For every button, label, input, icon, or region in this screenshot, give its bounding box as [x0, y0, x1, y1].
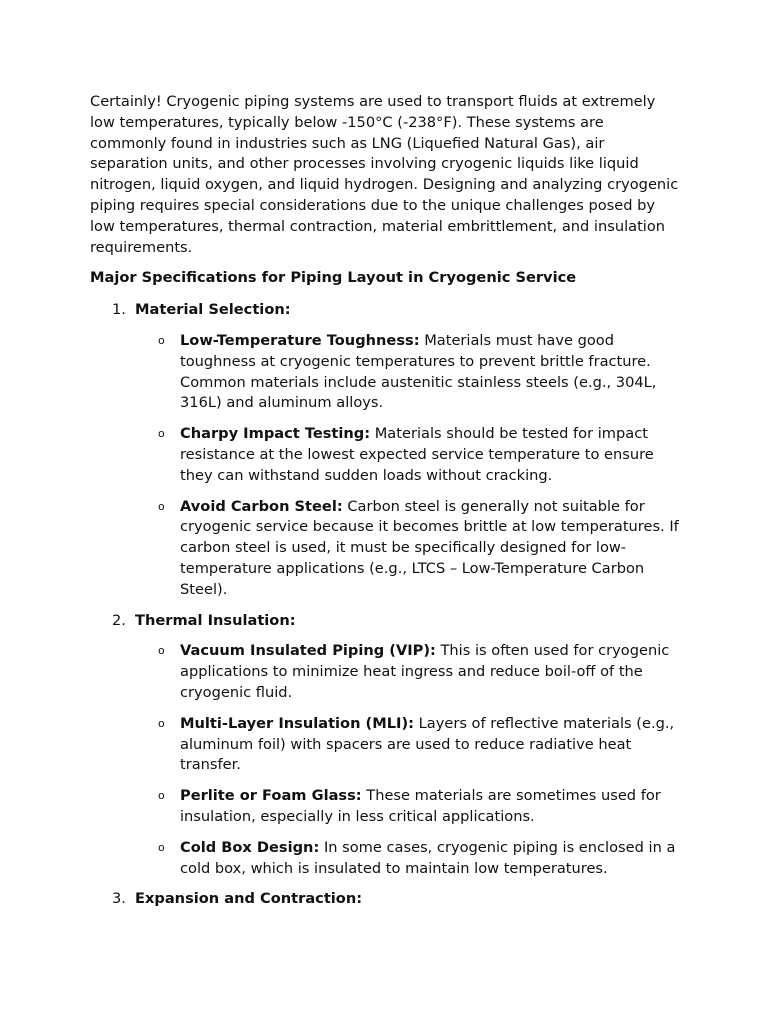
list-item	[90, 641, 682, 703]
list-item	[90, 786, 682, 828]
section-title-text: Material Selection:	[135, 301, 291, 319]
list-item	[90, 838, 682, 880]
bullet-text: This is often used for cryogenic applications to minimize heat ingress and reduce boil-off of the cryogenic fluid.	[180, 642, 670, 701]
document-page	[90, 92, 682, 920]
bullet-term: Low-Temperature Toughness:	[180, 331, 420, 349]
bullet-text: Carbon steel is generally not suitable for cryogenic service because it becomes brittle at low temperatures. If carbon steel is used, it must be specifically designed for low-temperature applications (e.g., LTCS – Low-Temperature Carbon Steel).	[180, 497, 679, 598]
section-title	[90, 611, 682, 632]
section-title	[90, 300, 682, 321]
section-material-selection	[90, 300, 682, 600]
bullet-term: Vacuum Insulated Piping (VIP):	[180, 642, 436, 660]
bullet-text: Materials must have good toughness at cryogenic temperatures to prevent brittle fracture. Common materials include austenitic stainless steels (e.g., 304L, 316L) and aluminum alloys.	[180, 331, 657, 412]
bullet-marker: o	[158, 644, 165, 658]
list-item	[90, 424, 682, 486]
bullet-marker: o	[158, 333, 165, 347]
bullet-marker: o	[158, 789, 165, 803]
bullet-term: Avoid Carbon Steel:	[180, 497, 343, 515]
section-number: 3.	[112, 890, 126, 908]
section-title-text: Expansion and Contraction:	[135, 890, 363, 908]
intro-paragraph: Certainly! Cryogenic piping systems are used to transport fluids at extremely low temperatures, typically below -150°C (-238°F). These systems are commonly found in industries such as LNG (Liquefied Natural Gas), air separation units, and other processes involving cryogenic liquids like liquid nitrogen, liquid oxygen, and liquid hydrogen. Designing and analyzing cryogenic piping requires special considerations due to the unique challenges posed by low temperatures, thermal contraction, material embrittlement, and insulation requirements.	[90, 93, 679, 256]
section-number: 2.	[112, 611, 126, 629]
bullet-marker: o	[158, 427, 165, 441]
bullet-text: In some cases, cryogenic piping is enclosed in a cold box, which is insulated to maintain low temperatures.	[180, 838, 676, 877]
section-thermal-insulation	[90, 611, 682, 880]
bullet-text: Materials should be tested for impact resistance at the lowest expected service temperature to ensure they can withstand sudden loads without cracking.	[180, 425, 654, 484]
bullet-text: Layers of reflective materials (e.g., aluminum foil) with spacers are used to reduce radiative heat transfer.	[180, 714, 675, 774]
bullet-term: Multi-Layer Insulation (MLI):	[180, 714, 414, 732]
bullet-marker: o	[158, 499, 165, 513]
bullet-term: Charpy Impact Testing:	[180, 425, 371, 443]
list-item	[90, 331, 682, 414]
bullet-list	[90, 331, 682, 601]
section-heading: Major Specifications for Piping Layout in Cryogenic Service	[90, 269, 577, 287]
bullet-marker: o	[158, 840, 165, 854]
bullet-text: These materials are sometimes used for insulation, especially in less critical applications.	[180, 787, 661, 825]
bullet-term: Cold Box Design:	[180, 838, 320, 856]
section-expansion-contraction	[90, 889, 682, 910]
section-number: 1.	[112, 301, 126, 319]
list-item	[90, 497, 682, 601]
section-title	[90, 889, 682, 910]
bullet-list	[90, 641, 682, 879]
bullet-marker: o	[158, 716, 165, 730]
list-item	[90, 714, 682, 776]
section-title-text: Thermal Insulation:	[135, 611, 296, 629]
bullet-term: Perlite or Foam Glass:	[180, 787, 362, 805]
